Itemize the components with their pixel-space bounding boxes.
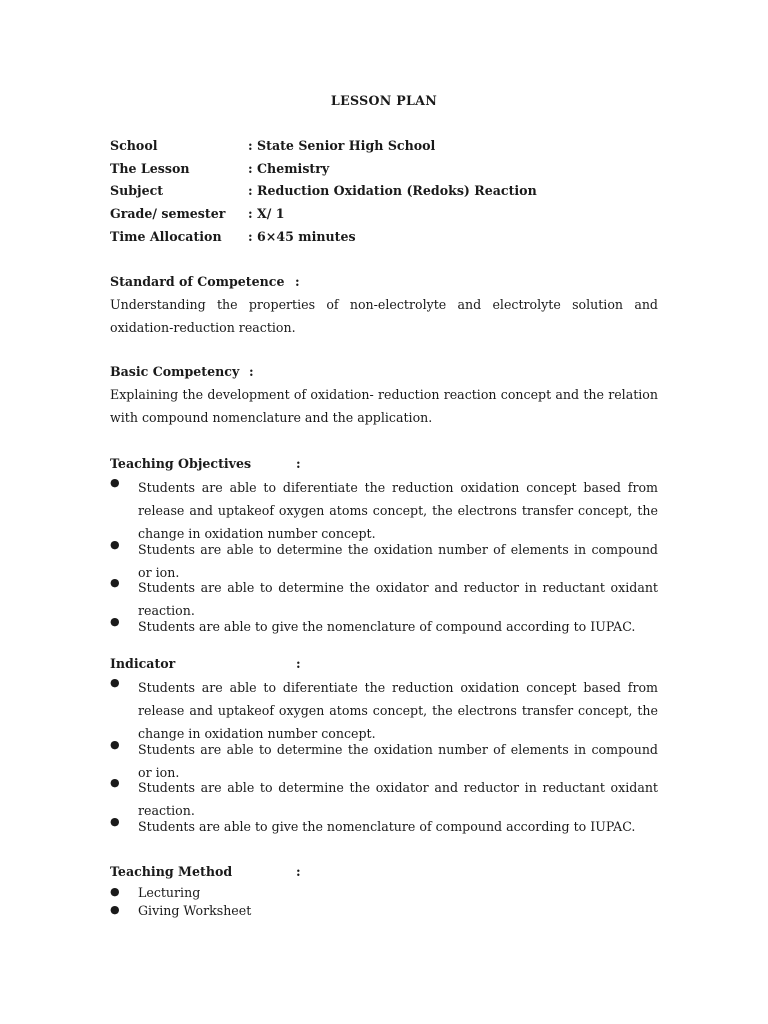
bullet-icon: ● [110, 615, 120, 628]
indicator-text: Students are able to give the nomenclature of compound according to IUPAC. [138, 819, 636, 834]
standard-colon: : [295, 274, 300, 289]
objectives-colon: : [296, 456, 301, 471]
info-label-lesson: The Lesson [110, 161, 190, 176]
basic-heading: Basic Competency [110, 364, 240, 379]
info-value-time: : 6×45 minutes [248, 229, 356, 244]
indicator-text: Students are able to diferentiate the reduction oxidation concept based from release and uptakeof oxygen atoms concept, the electrons transfer concept, the change in oxidation number concept. [138, 680, 658, 741]
method-colon: : [296, 864, 301, 879]
objective-text: Students are able to determine the oxidation number of elements in compound or ion. [138, 542, 658, 580]
method-text: Lecturing [138, 885, 201, 900]
info-value-subject: : Reduction Oxidation (Redoks) Reaction [248, 183, 537, 198]
objectives-heading: Teaching Objectives [110, 456, 252, 471]
bullet-icon: ● [110, 676, 120, 689]
indicator-heading: Indicator [110, 656, 176, 671]
indicator-colon: : [296, 656, 301, 671]
bullet-icon: ● [110, 885, 120, 898]
info-value-lesson: : Chemistry [248, 161, 330, 176]
method-text: Giving Worksheet [138, 903, 252, 918]
bullet-icon: ● [110, 903, 120, 916]
objective-text: Students are able to determine the oxidator and reductor in reductant oxidant reaction. [138, 580, 658, 618]
document-title: LESSON PLAN [330, 93, 438, 108]
info-value-grade: : X/ 1 [248, 206, 285, 221]
info-label-subject: Subject [110, 183, 164, 198]
indicator-text: Students are able to determine the oxidation number of elements in compound or ion. [138, 742, 658, 780]
bullet-icon: ● [110, 476, 120, 489]
standard-text: Understanding the properties of non-electrolyte and electrolyte solution and oxidation-reduction reaction. [110, 297, 658, 335]
bullet-icon: ● [110, 538, 120, 551]
basic-colon: : [249, 364, 254, 379]
objective-text: Students are able to diferentiate the reduction oxidation concept based from release and uptakeof oxygen atoms concept, the electrons transfer concept, the change in oxidation number concept. [138, 480, 658, 541]
info-label-school: School [110, 138, 158, 153]
bullet-icon: ● [110, 815, 120, 828]
method-heading: Teaching Method [110, 864, 233, 879]
bullet-icon: ● [110, 576, 120, 589]
info-value-school: : State Senior High School [248, 138, 436, 153]
info-label-grade: Grade/ semester [110, 206, 226, 221]
objective-text: Students are able to give the nomenclature of compound according to IUPAC. [138, 619, 636, 634]
indicator-text: Students are able to determine the oxidator and reductor in reductant oxidant reaction. [138, 780, 658, 818]
standard-heading: Standard of Competence [110, 274, 285, 289]
basic-text: Explaining the development of oxidation- reduction reaction concept and the relation with compound nomenclature and the application. [110, 387, 658, 425]
bullet-icon: ● [110, 776, 120, 789]
bullet-icon: ● [110, 738, 120, 751]
info-label-time: Time Allocation [110, 229, 222, 244]
